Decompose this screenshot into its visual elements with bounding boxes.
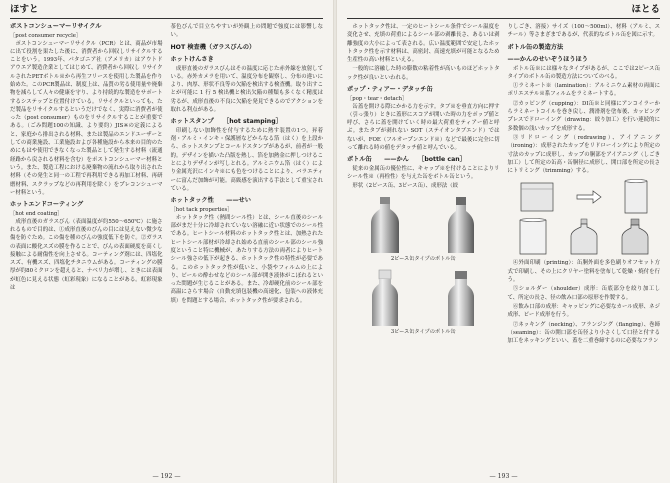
body-paragraph: 形状（2ピース缶、3ピース缶）、成形法（絞 xyxy=(352,183,459,190)
entry-heading: HOT 検査機（ガラスびんの） xyxy=(170,43,256,51)
body-paragraph: ⑥飲み口部の成形：キャッピングに必要なカール成形、ネジ成形、ビード成形を行う。 xyxy=(507,303,660,319)
body-paragraph: ③リドローイング（redrawing）、アイアニング（ironing）：成形されたカップをリドローイングにより所定の寸法のカップに成形し、カップの胴部をアイアニング（しごき加工）して所定の缶高・缶胴径に成形し、開口部を所定の長さにトリミング（trimming）する。 xyxy=(507,134,660,175)
running-head-left: ほすと xyxy=(10,2,323,19)
figure-caption: 3ピース缶タイプのボトル缶 xyxy=(390,328,456,335)
right-column-2 xyxy=(508,23,661,471)
aluminum-bottle-can-icon xyxy=(441,195,481,255)
body-paragraph: ホットタック性は、一定のヒートシール条件でシール温度を変化させ、充填の荷重によるシール部の剥離長さ、あるいは剥離強度の大小によって表される。広い温度範囲で安定したホットタック性を示す材料は、高密封、高速充填が可能となるため生産性の高い材料といえる。 xyxy=(347,24,500,64)
arrow-right-icon xyxy=(575,190,603,204)
body-paragraph: 印刷しない加飾性を付与するために熱す装置の1つ。昇着剤・アルミ・インキ・保護層などからなる箔（はく）を上段から、ホットスタンプとコールドスタンプがあるが、前者が一般的。デザインを描いた凸版を熱し、箔を加熱金に押しつけることによりデザインが写しとれる。アルミニウム箔（はく）により金属光沢にインキ※にも色をつけることにより、バラエティーに富んだ加飾が可能。高級感を演出する手法として重宝されている。 xyxy=(170,127,323,192)
entry-heading: ホットエンドコーティング xyxy=(10,201,84,209)
entry-heading: ポストコンシューマーリサイクル xyxy=(10,23,102,30)
entry-english-term: ［pop・tear・detach］ xyxy=(347,95,408,102)
right-column-1 xyxy=(347,23,500,471)
running-head-right: ほとる xyxy=(347,2,660,19)
figure-2piece-bottles xyxy=(347,193,500,336)
can-forming-process-icon xyxy=(517,179,557,215)
can-forming-process-icon xyxy=(618,218,652,256)
can-forming-process-icon xyxy=(621,179,651,215)
entry-heading: ホットタック性 ——せい xyxy=(170,197,251,205)
body-paragraph: ⑦ネッキング（necking）、フランジング（flanging）、巻締（seaming）：缶の開口部を缶径より小さくして口径と付する加工をネッキングといい、蓋を二重巻締するのに必要なフラン xyxy=(507,321,660,345)
three-piece-bottle-can-icon xyxy=(441,268,481,328)
left-page xyxy=(0,0,333,483)
entry-english-term: ［hot tack properties］ xyxy=(170,206,233,213)
entry-heading: ボトル缶の製造方法 xyxy=(507,43,564,51)
body-paragraph: 一般的に溶融した時の膨数の粘着性が高いものほどホットタック性が良いといわれる。 xyxy=(347,66,500,81)
left-column-2 xyxy=(171,23,324,471)
body-paragraph: ⑤ショルダー（shoulder）成形：缶底部分を絞り加工して、所定の長さ、径の飲み口部の原形を作製する。 xyxy=(507,286,660,301)
body-paragraph: 成形直後のガラスびんはその温度に応じた赤外線を放射している。赤外カメラを用いて、温度分布を観察し、分布の違いにより、肉厚、形状不良等の欠陥を検出する検査機。取り出すことが可能に 1 行 5 検出機と検出欠陥の種類も多くなく精度は 劣るが、成形直後の不良に欠陥を発見できるのでアクションを取れる利点がある。 xyxy=(170,65,323,114)
page-number-right: — 193 — xyxy=(489,473,518,480)
entry-heading: ポップ・ティアー・デタッチ缶 xyxy=(347,86,433,94)
right-page xyxy=(337,0,670,483)
entry-heading: ホットけんさき xyxy=(170,56,214,64)
body-paragraph: ①ラミネート※（lamination）：アルミニウム素材の両面にポリエステル※系フィルムをラミネートする。 xyxy=(507,83,660,98)
body-paragraph: りしごき、溶接）サイズ（100〜500ml）、材料（アルミ、スチール）等さまざまであるが、代表的なボトル缶を図に示す。 xyxy=(507,24,660,39)
three-piece-bottle-can-icon xyxy=(365,268,405,328)
page-number-left: — 192 — xyxy=(152,473,181,480)
body-paragraph: ②カッピング（cupping）：DI缶※と同様にアンコイラーからラミネートコイルを巻き戻し、潤滑剤を塗布後、カッピングプレスでドローイング（drawing：絞り加工）を行い連続的に多数個の浅いカップを成形する。 xyxy=(507,100,660,132)
can-forming-process-icon xyxy=(516,218,550,256)
left-columns xyxy=(10,23,323,471)
can-forming-process-figure xyxy=(508,177,661,257)
body-paragraph: 成形直後のガラスびん（表面温度が約550〜650℃）に施されるもので目的は、①成形直後のびんの目には見えない微少な傷を防ぐため。この傷を種のびんの強度低下を防ぐ。②ガラスの表面に酸化スズの膜を作ることで、びんの表面硬度を高くし接触による耐傷性を向上させる。コーティング剤には、四塩化スズ、有機スズ、四塩化チタニウムがある。コーティングの膜厚が約80ミクロンを超えると、ナベリ力が増し、ときには表面が虹色に見える状態（虹彩現象）になることがある。虹彩現象は xyxy=(10,218,163,292)
body-paragraph: 従来の金属缶の優位性に、キャップ※を付けることによりリシール性※（再栓性）を与えた缶をボトル缶という。 xyxy=(347,165,500,181)
body-paragraph: ④外面印刷（printing）：缶胴外面を多色刷りオフセット方式で印刷し、その上にクリヤー塗料を塗布して乾燥・焼付を行う。 xyxy=(507,260,660,284)
body-paragraph: ボトル缶※には様々なタイプがあるが、ここでは2ピース缶タイプのボトル缶の製造方法についてのべる。 xyxy=(507,65,660,80)
left-column-1 xyxy=(10,23,163,471)
body-paragraph: ポストコンシューマーリサイクル（PCR）とは、商品が市場に出て役割を果たした後に、消費者から回収しリサイクルすることをいう。1993年、パタゴニア社（アメリカ）はアウトドアウエア製造企業としてはじめて、消費者から回収し リサイクルされたPETボトル※から再生フリースを使用した製品を作り始めた。このPCR製品は、制度上は、品質の劣る使用量や廃棄物を減らして人々の健康を守り、より持続的な製造をサポートするシステップと位置付けている。リサイクルといっても、ただ製品をリサイクルするというだけでなく、実際に消費者が使った（post consumer）ものをリサイクルすることが重要である。（ごみ問題100の知識、より要約）JIS※の定義によると、家庭から排出される材料、または製品のエンドユーザーとしての商業施設、工業施設および各種施設から本来の目的のためにもはや使用できなくなった製品として発生する材料（流通経路から戻される材料を含む）をポストコンシューマー材料という。また、製造工程における廃棄物の流れから取り出された材料（その発生と同一の工程で再利用できる再加工材料、再研磨材料、スクラップなどの再利用を除く）をプレコンシューマー材料という。 xyxy=(10,40,163,196)
can-forming-process-icon xyxy=(567,218,601,256)
body-paragraph: 茶色びんで目立ちやすいが外観上の問題で強度には影響しない。 xyxy=(170,24,323,39)
aluminum-bottle-can-icon xyxy=(365,195,405,255)
entry-heading: ——かんのせいぞうほうほう xyxy=(507,56,588,64)
figure-caption: 2ピース缶タイプのボトル缶 xyxy=(390,255,456,262)
entry-english-term: ［post consumer recycle］ xyxy=(10,32,82,39)
entry-heading: ボトル缶 ——かん ［bottle can］ xyxy=(347,156,466,164)
entry-heading: ホットスタンプ ［hot stamping］ xyxy=(170,118,282,126)
body-paragraph: ホットタック性（熱間シール性）とは、シール直後のシール部がまだ十分に冷却されていない溶融に近い状態でのシール性である。ヒートシール材料のホットタック性とは、加熱されたヒートシール部材が冷却され始める直前のシール部のシール強度ということ特に機械が、あたりする方法の両者によりヒートシール強さの低下が起きる、ホットタック性の特性が必要である。このホットタック性が低いと、小袋やフィルムの上により、ビールの酔わせなどのシール部が開き液体がこぼれるといった問題が生じることがある。また、冷却硬化前のシール部を高温にさらす場合（自動充填包装機の高速化、包装への液体充填）を問題とする場合、ホットタック性が要求される。 xyxy=(170,214,323,304)
body-paragraph: 缶蓋を開ける際にかかる力を示す。タブ※を垂直方向に押す（引っ張り）ときに蓋形にスコアが開いた時の力をポップ値と呼び、さらに蓋を開けていく時の最大荷重をティアー値と呼ぶ。またタブが剥れない SOT（ステイオンタブエンド）ではないが、FOE（フルオープンエンド※）などで最後に完全に切って離れる時の値をデタッチ値と呼んでいる。 xyxy=(347,103,500,152)
entry-english-term: ［hot end coating］ xyxy=(10,210,63,217)
right-columns xyxy=(347,23,660,471)
